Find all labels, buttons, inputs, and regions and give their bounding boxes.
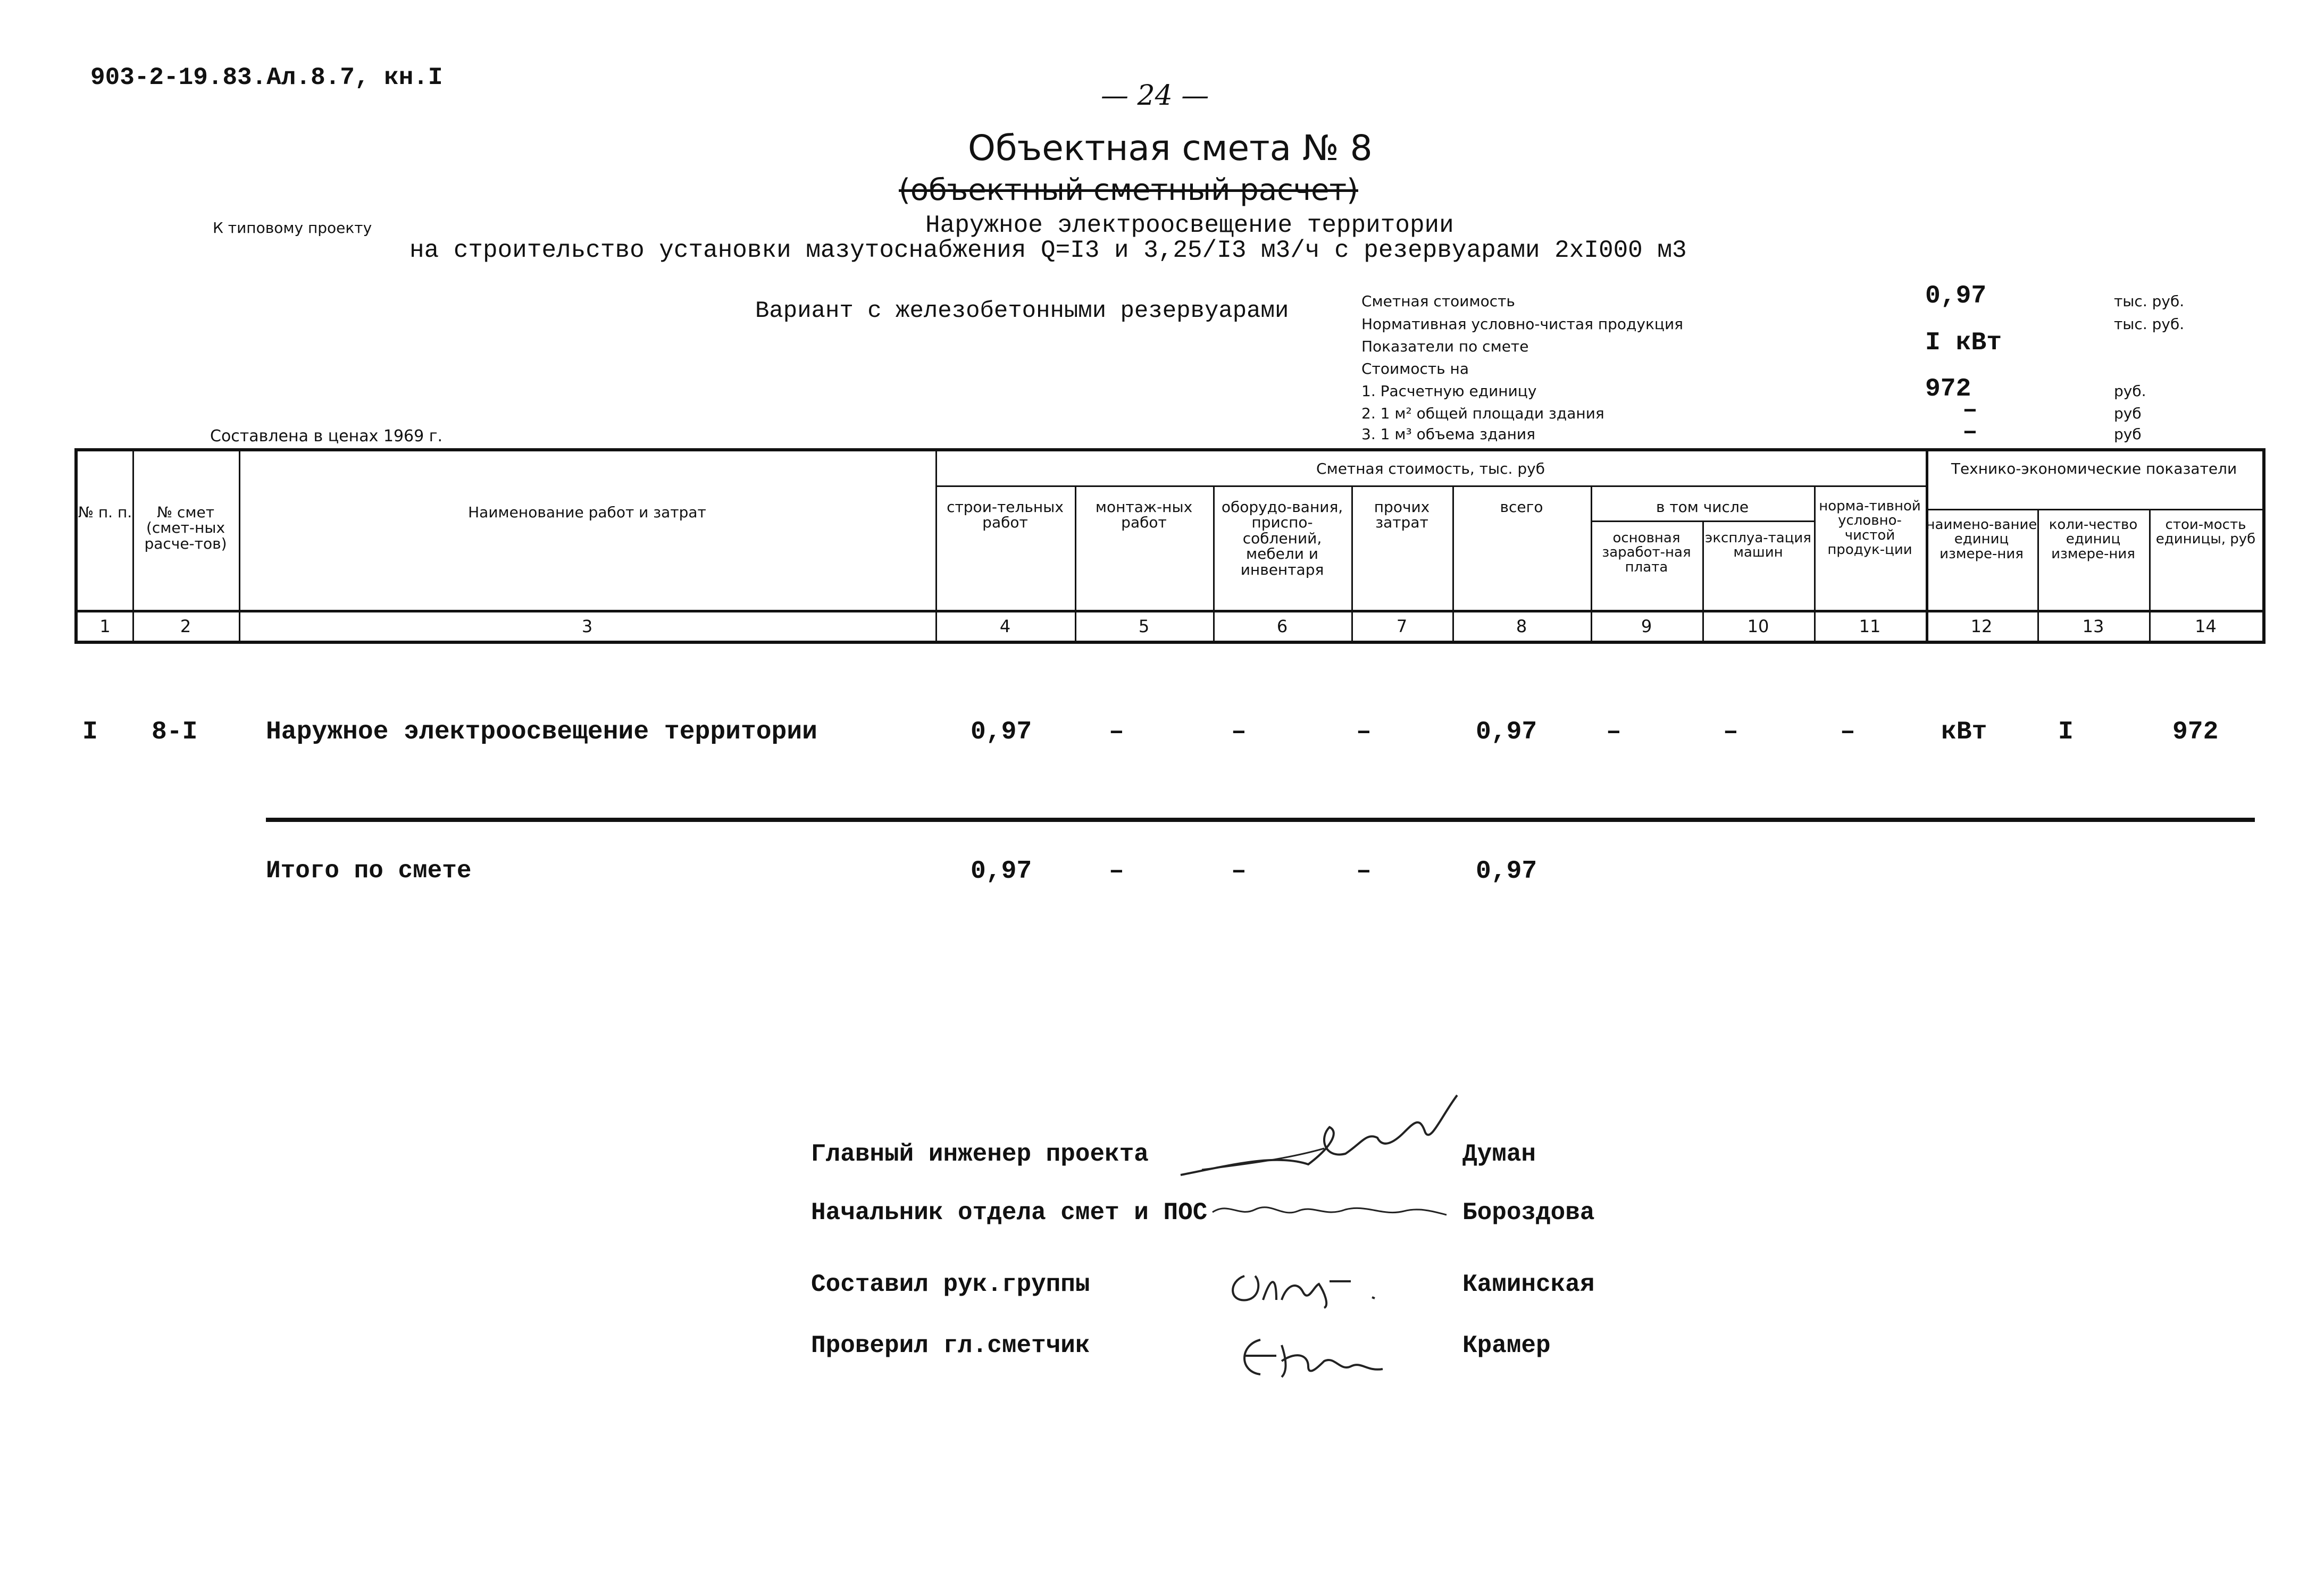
- row-c6: –: [1231, 718, 1247, 746]
- signature-scribble: [1228, 1324, 1431, 1388]
- cost-per-label: Стоимость на: [1361, 360, 1469, 377]
- col-number: 14: [2195, 616, 2217, 636]
- row-c10: –: [1723, 718, 1738, 746]
- header-col-12: наимено-вание единиц измере-ния: [1926, 517, 2037, 562]
- total-c7: –: [1356, 857, 1372, 886]
- per-volume-unit: руб: [2114, 425, 2142, 443]
- signature-name: Каминская: [1462, 1271, 1595, 1298]
- normative-label: Нормативная условно-чистая продукция: [1361, 315, 1683, 333]
- signature-title: Начальник отдела смет и ПОС: [811, 1199, 1208, 1227]
- signature-name: Крамер: [1462, 1332, 1551, 1359]
- col-number: 11: [1859, 616, 1881, 636]
- row-c5: –: [1109, 718, 1124, 746]
- estimated-cost-label: Сметная стоимость: [1361, 292, 1515, 310]
- row-c4: 0,97: [971, 718, 1032, 746]
- header-group-incl: в том числе: [1656, 498, 1749, 516]
- signature-name: Думан: [1462, 1140, 1536, 1168]
- signature-title: Проверил гл.сметчик: [811, 1332, 1090, 1359]
- signature-title: Главный инженер проекта: [811, 1140, 1149, 1168]
- row-number: I: [82, 718, 98, 746]
- total-label: Итого по смете: [266, 857, 472, 885]
- signature-scribble: [1207, 1191, 1452, 1228]
- col-number: 8: [1516, 616, 1527, 636]
- col-number: 9: [1641, 616, 1652, 636]
- header-col-4: строи-тельных работ: [947, 498, 1064, 532]
- per-area-unit: руб: [2114, 405, 2142, 422]
- per-area-label: 2. 1 м² общей площади здания: [1361, 405, 1604, 422]
- estimated-cost-value: 0,97: [1925, 282, 1987, 310]
- total-c6: –: [1231, 857, 1247, 886]
- row-c8: 0,97: [1476, 718, 1537, 746]
- per-volume-label: 3. 1 м³ объема здания: [1361, 425, 1535, 443]
- col-number: 3: [581, 616, 593, 636]
- per-volume-value: –: [1962, 418, 1978, 447]
- object-name-line1: Наружное электроосвещение территории: [925, 212, 1454, 239]
- row-smeta: 8-I: [152, 718, 198, 746]
- col-number: 4: [999, 616, 1011, 636]
- header-col-2: № смет (смет-ных расче-тов): [144, 503, 227, 552]
- page-title: Объектная смета № 8: [968, 128, 1373, 169]
- header-col-9: основная заработ-ная плата: [1602, 530, 1691, 575]
- page-number: — 24 —: [1101, 80, 1209, 112]
- header-col-13: коли-чество единиц измере-ния: [2049, 517, 2138, 562]
- col-number: 12: [1970, 616, 1993, 636]
- row-c11: –: [1840, 718, 1855, 746]
- header-col-10: эксплуа-тация машин: [1705, 530, 1811, 561]
- header-col-1: № п. п.: [78, 503, 132, 521]
- header-col-5: монтаж-ных работ: [1095, 498, 1193, 532]
- per-unit-unit: руб.: [2114, 382, 2146, 400]
- col-number: 1: [99, 616, 111, 636]
- row-name: Наружное электроосвещение территории: [266, 718, 817, 746]
- row-c7: –: [1356, 718, 1372, 746]
- signature-scribble: [1223, 1255, 1404, 1313]
- header-group-cost: Сметная стоимость, тыс. руб: [1316, 460, 1545, 477]
- separator-line: [266, 818, 2255, 822]
- header-col-14: стои-мость единицы, руб: [2155, 517, 2256, 548]
- signature-name: Бороздова: [1462, 1199, 1595, 1227]
- header-col-6: оборудо-вания, приспо-соблений, мебели и инвентаря: [1221, 498, 1343, 578]
- total-c5: –: [1109, 857, 1124, 886]
- per-unit-label: 1. Расчетную единицу: [1361, 382, 1537, 400]
- normative-unit: тыс. руб.: [2114, 315, 2185, 333]
- document-code: 903-2-19.83.Ал.8.7, кн.I: [90, 64, 443, 91]
- col-number: 5: [1138, 616, 1150, 636]
- compiled-prices: Составлена в ценах 1969 г.: [210, 427, 443, 446]
- header-col-3: Наименование работ и затрат: [468, 503, 706, 521]
- col-number: 7: [1396, 616, 1408, 636]
- signature-title: Составил рук.группы: [811, 1271, 1090, 1298]
- row-c14: 972: [2172, 718, 2219, 746]
- typical-project-label: К типовому проекту: [213, 219, 372, 237]
- signature-scribble: [1170, 1085, 1468, 1191]
- total-c4: 0,97: [971, 857, 1032, 886]
- indicators-label: Показатели по смете: [1361, 338, 1529, 355]
- estimated-cost-unit: тыс. руб.: [2114, 292, 2185, 310]
- row-c12: кВт: [1941, 718, 1987, 746]
- object-name-line2: на строительство установки мазутоснабжения Q=I3 и 3,25/I3 м3/ч с резервуарами 2хI000 м3: [409, 237, 1687, 264]
- subtitle-struck: (объектный сметный расчет): [899, 173, 1358, 207]
- per-area-value: –: [1962, 396, 1978, 425]
- col-number: 6: [1276, 616, 1288, 636]
- row-c9: –: [1606, 718, 1621, 746]
- header-col-7: прочих затрат: [1374, 498, 1430, 532]
- total-c8: 0,97: [1476, 857, 1537, 886]
- per-unit-value: 972: [1925, 375, 1971, 404]
- col-number: 13: [2082, 616, 2104, 636]
- variant-label: Вариант с железобетонными резервуарами: [755, 298, 1289, 324]
- row-c13: I: [2058, 718, 2074, 746]
- estimate-header-table: [74, 448, 2266, 644]
- indicators-value: I кВт: [1925, 329, 2002, 357]
- header-col-8: всего: [1500, 498, 1543, 516]
- col-number: 2: [180, 616, 191, 636]
- header-group-tech: Технико-экономические показатели: [1951, 460, 2237, 477]
- col-number: 10: [1747, 616, 1769, 636]
- header-col-11: норма-тивной условно-чистой продук-ции: [1819, 498, 1921, 558]
